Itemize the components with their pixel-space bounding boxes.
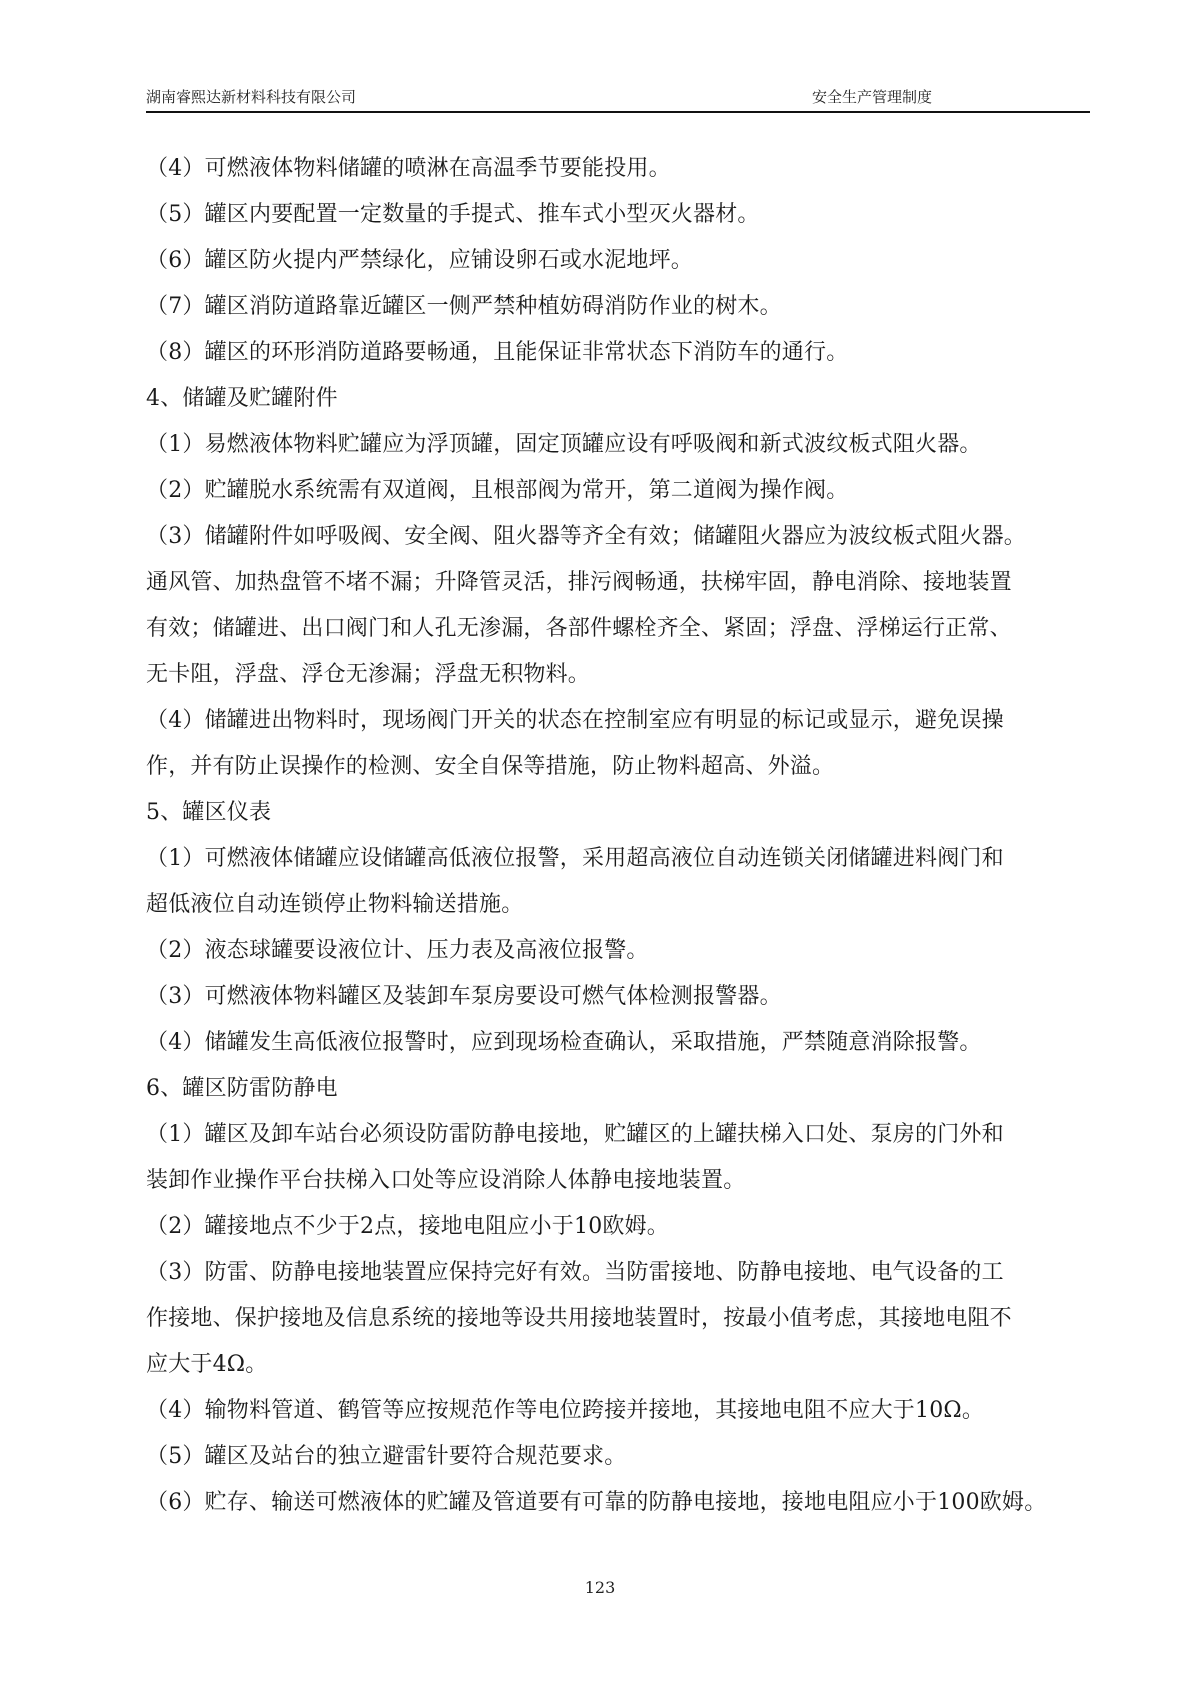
text-line: 有效；储罐进、出口阀门和人孔无渗漏，各部件螺栓齐全、紧固；浮盘、浮梯运行正常、 (146, 616, 1012, 641)
text-line: 通风管、加热盘管不堵不漏；升降管灵活，排污阀畅通，扶梯牢固，静电消除、接地装置 (146, 570, 1012, 595)
text-line: （3）防雷、防静电接地装置应保持完好有效。当防雷接地、防静电接地、电气设备的工 (146, 1260, 1004, 1285)
text-line: （8）罐区的环形消防道路要畅通，且能保证非常状态下消防车的通行。 (146, 340, 849, 365)
header-rule (146, 111, 1090, 113)
text-line: 装卸作业操作平台扶梯入口处等应设消除人体静电接地装置。 (146, 1168, 746, 1193)
header-doc-title: 安全生产管理制度 (812, 88, 933, 106)
text-line: （1）易燃液体物料贮罐应为浮顶罐，固定顶罐应设有呼吸阀和新式波纹板式阻火器。 (146, 432, 982, 457)
header-company: 湖南睿熙达新材料科技有限公司 (146, 88, 357, 106)
text-line: （5）罐区内要配置一定数量的手提式、推车式小型灭火器材。 (146, 202, 760, 227)
text-line: （4）储罐进出物料时，现场阀门开关的状态在控制室应有明显的标记或显示，避免误操 (146, 708, 1004, 733)
text-line: （6）罐区防火提内严禁绿化，应铺设卵石或水泥地坪。 (146, 248, 693, 273)
text-line: （2）贮罐脱水系统需有双道阀，且根部阀为常开，第二道阀为操作阀。 (146, 478, 849, 503)
text-line: （1）可燃液体储罐应设储罐高低液位报警，采用超高液位自动连锁关闭储罐进料阀门和 (146, 846, 1004, 871)
text-line: 5、罐区仪表 (146, 800, 272, 825)
text-line: 超低液位自动连锁停止物料输送措施。 (146, 892, 524, 917)
text-line: （2）液态球罐要设液位计、压力表及高液位报警。 (146, 938, 649, 963)
text-line: 作接地、保护接地及信息系统的接地等设共用接地装置时，按最小值考虑，其接地电阻不 (146, 1306, 1012, 1331)
text-line: （5）罐区及站台的独立避雷针要符合规范要求。 (146, 1444, 627, 1469)
document-body (146, 146, 1090, 1526)
text-line: 6、罐区防雷防静电 (146, 1076, 338, 1101)
text-line: （3）储罐附件如呼吸阀、安全阀、阻火器等齐全有效；储罐阻火器应为波纹板式阻火器。 (146, 524, 1026, 549)
text-line: （7）罐区消防道路靠近罐区一侧严禁种植妨碍消防作业的树木。 (146, 294, 782, 319)
text-line: （4）储罐发生高低液位报警时，应到现场检查确认，采取措施，严禁随意消除报警。 (146, 1030, 982, 1055)
text-line: （4）输物料管道、鹤管等应按规范作等电位跨接并接地，其接地电阻不应大于10Ω。 (146, 1398, 985, 1423)
page-number: 123 (584, 1578, 616, 1597)
text-line: （3）可燃液体物料罐区及装卸车泵房要设可燃气体检测报警器。 (146, 984, 782, 1009)
text-line: （6）贮存、输送可燃液体的贮罐及管道要有可靠的防静电接地，接地电阻应小于100欧姆。 (146, 1490, 1047, 1515)
text-line: 作，并有防止误操作的检测、安全自保等措施，防止物料超高、外溢。 (146, 754, 835, 779)
text-line: （2）罐接地点不少于2点，接地电阻应小于10欧姆。 (146, 1214, 669, 1239)
text-line: 无卡阻，浮盘、浮仓无渗漏；浮盘无积物料。 (146, 662, 591, 687)
page-header (146, 84, 1090, 112)
text-line: 4、储罐及贮罐附件 (146, 386, 338, 411)
text-line: 应大于4Ω。 (146, 1352, 268, 1377)
text-line: （4）可燃液体物料储罐的喷淋在高温季节要能投用。 (146, 156, 671, 181)
text-line: （1）罐区及卸车站台必须设防雷防静电接地，贮罐区的上罐扶梯入口处、泵房的门外和 (146, 1122, 1004, 1147)
